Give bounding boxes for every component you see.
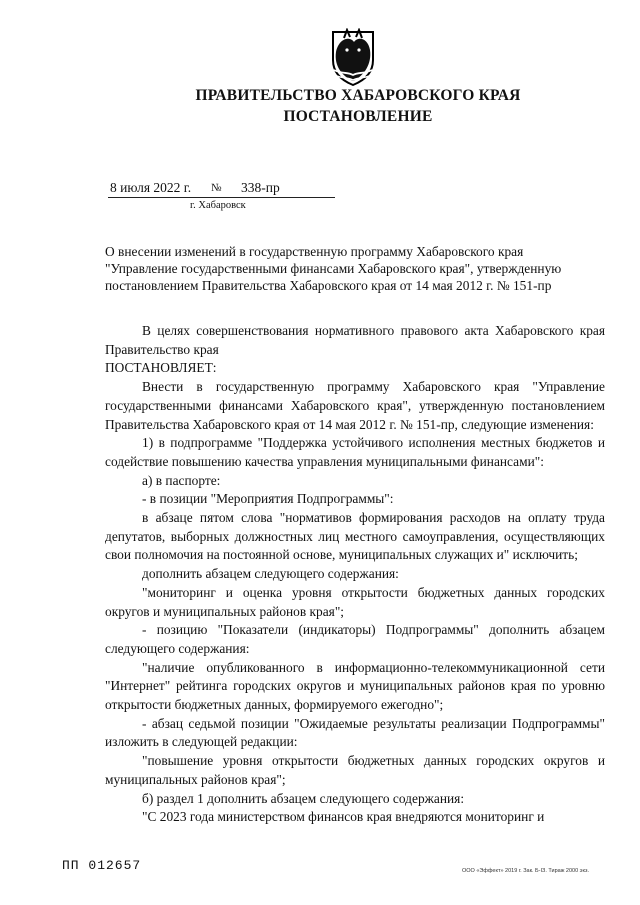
- organization-title: ПРАВИТЕЛЬСТВО ХАБАРОВСКОГО КРАЯ: [195, 87, 521, 104]
- document-number: 338-пр: [241, 180, 280, 195]
- coat-of-arms-icon: [330, 28, 376, 86]
- body-paragraph: "повышение уровня открытости бюджетных данных городских округов и муниципальных районов края";: [105, 753, 605, 787]
- city-label: г. Хабаровск: [190, 200, 246, 211]
- form-serial-number: ПП 012657: [62, 858, 142, 873]
- document-body: [105, 322, 605, 827]
- body-paragraph: Внести в государственную программу Хабаровского края "Управление государственными финансами Хабаровского края", утвержденную постановлением Правительства Хабаровского края от 14 мая 2012 г. № 151-пр, следующие изменения:: [105, 379, 605, 432]
- document-date: 8 июля 2022 г.: [110, 180, 192, 195]
- document-subject: [105, 243, 603, 294]
- body-paragraph: - в позиции "Мероприятия Подпрограммы":: [142, 491, 394, 507]
- decree-keyword: ПОСТАНОВЛЯЕТ:: [105, 360, 217, 376]
- number-sign: №: [211, 182, 222, 194]
- body-paragraph: в абзаце пятом слова "нормативов формирования расходов на оплату труда депутатов, выборных должностных лиц местного самоуправления, осуществляющих свои полномочия на постоянной основе, муниципальных служащих и" исключить;: [105, 510, 605, 563]
- body-paragraph: "мониторинг и оценка уровня открытости бюджетных данных городских округов и муниципальных районов края";: [105, 584, 605, 619]
- body-paragraph: - позицию "Показатели (индикаторы) Подпрограммы" дополнить абзацем следующего содержания:: [105, 622, 605, 656]
- subject-line: О внесении изменений в государственную программу Хабаровского края: [105, 244, 524, 259]
- subject-line: "Управление государственными финансами Хабаровского края", утвержденную: [105, 261, 562, 276]
- body-paragraph: б) раздел 1 дополнить абзацем следующего содержания:: [142, 790, 465, 806]
- body-paragraph: 1) в подпрограмме "Поддержка устойчивого исполнения местных бюджетов и содействие повышению качества управления муниципальными финансами":: [105, 435, 605, 469]
- subject-line: постановлением Правительства Хабаровского края от 14 мая 2012 г. № 151-пр: [105, 278, 552, 293]
- date-underline: [108, 197, 335, 198]
- body-paragraph: а) в паспорте:: [142, 472, 221, 488]
- printer-imprint: ООО «Эффект» 2019 г. Зак. Б-ІЗ. Тираж 2000 экз.: [462, 868, 590, 874]
- document-type: ПОСТАНОВЛЕНИЕ: [283, 108, 433, 125]
- body-paragraph: дополнить абзацем следующего содержания:: [142, 566, 399, 582]
- body-paragraph: - абзац седьмой позиции "Ожидаемые результаты реализации Подпрограммы" изложить в следующей редакции:: [105, 715, 605, 750]
- body-paragraph: В целях совершенствования нормативного правового акта Хабаровского края Правительство края: [105, 323, 605, 357]
- body-paragraph: "С 2023 года министерством финансов края внедряются мониторинг и: [142, 809, 545, 825]
- body-paragraph: "наличие опубликованного в информационно-телекоммуникационной сети "Интернет" рейтинга городских округов и муниципальных районов края по уровню открытости бюджетных данных, формируемого ежегодно";: [105, 659, 605, 713]
